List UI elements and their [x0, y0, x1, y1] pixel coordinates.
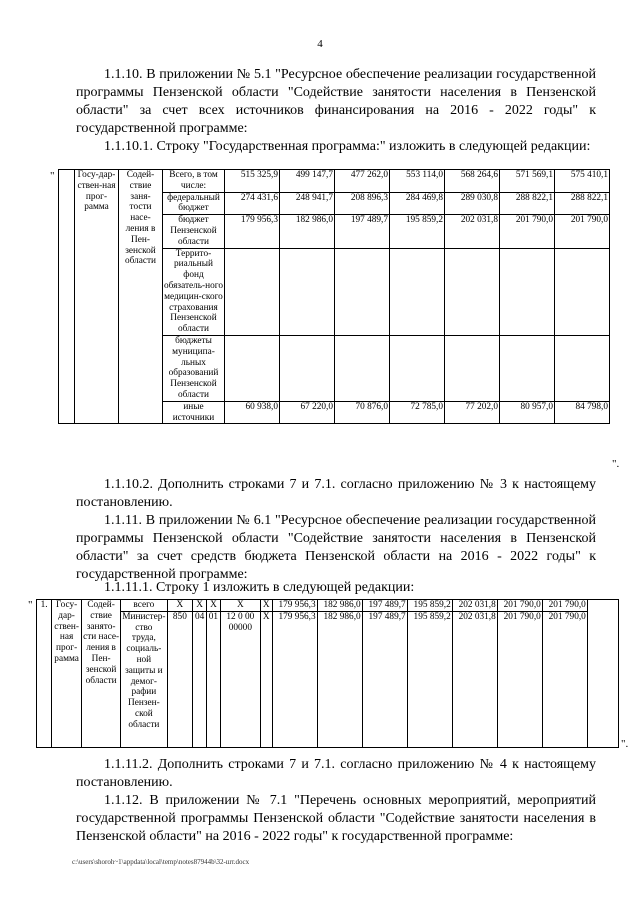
table1-value: 60 938,0: [225, 401, 280, 424]
table1-row-label: федеральный бюджет: [163, 192, 225, 215]
resource-table-regional-budget: [36, 599, 619, 748]
table2-program-name: Содей-ствие занято-сти насе-ления в Пен-зенской области: [81, 600, 120, 748]
table2-value: 201 790,0: [542, 611, 587, 747]
table2-value: 195 859,2: [407, 611, 452, 747]
table1-value: 195 859,2: [390, 215, 445, 248]
table2-row-label: всего: [121, 600, 167, 612]
table1-value: [555, 335, 610, 401]
table1-value: 289 030,8: [445, 192, 500, 215]
table2-value: 182 986,0: [317, 600, 362, 612]
table1-value: 84 798,0: [555, 401, 610, 424]
table1-value: 70 876,0: [335, 401, 390, 424]
table1-value: 477 262,0: [335, 170, 390, 193]
table2-value: 201 790,0: [542, 600, 587, 612]
table1-program-name: Содей-ствие заня-тости насе-ления в Пен-зенской области: [119, 170, 163, 424]
table1-value: [445, 335, 500, 401]
table2-row-number: 1.: [37, 600, 52, 748]
table1-row-label: иные источники: [163, 401, 225, 424]
resource-table-all-sources: [58, 169, 610, 424]
table1-row-label: Всего, в том числе:: [163, 170, 225, 193]
table1-row-label: Террито-риальный фонд обязатель-ного медицин-ского страхования Пензенской области: [164, 248, 223, 335]
footer-file-path: c:\users\shoroh~1\appdata\local\temp\notes87944b\32-шт.docx: [72, 858, 250, 866]
table2-empty-cell: [587, 600, 618, 748]
table1-row-label: бюджет Пензенской области: [163, 215, 225, 248]
table1-value: 515 325,9: [225, 170, 280, 193]
table1-value: [280, 335, 335, 401]
table1-row-label: бюджеты муниципа-льных образований Пензенской области: [163, 335, 225, 401]
table2-value: 195 859,2: [407, 600, 452, 612]
table1-value: 284 469,8: [390, 192, 445, 215]
paragraph-1-1-11: 1.1.11. В приложении № 6.1 "Ресурсное обеспечение реализации государственной программы Пензенской области "Содействие занятости населения в Пензенской области" за счет средств бюджета Пензенской области на 2016 - 2022 годы" к государственной программе:: [76, 513, 596, 582]
quote-open: ": [28, 599, 33, 611]
table1-value: [500, 248, 555, 335]
table1-value: [390, 248, 445, 335]
table1-value: [445, 248, 500, 335]
paragraph-1-1-12: 1.1.12. В приложении № 7.1 "Перечень основных мероприятий, мероприятий государственной программы Пензенской области "Содействие занятости населения в Пензенской области" на 2016 - 2022 годы" к государственной программе:: [76, 793, 596, 844]
quote-close: ".: [621, 738, 629, 750]
table1-value: 288 822,1: [555, 192, 610, 215]
table1-empty-cell: [59, 170, 75, 424]
table1-value: 80 957,0: [500, 401, 555, 424]
page-number: 4: [317, 38, 323, 50]
table2-program-type: Госу-дар-ствен-ная прог-рамма: [52, 600, 82, 748]
table1-value: 571 569,1: [500, 170, 555, 193]
table2-code: X: [260, 611, 272, 747]
table1-value: 182 986,0: [280, 215, 335, 248]
table1-value: 72 785,0: [390, 401, 445, 424]
table1-value: [225, 335, 280, 401]
table1-value: 288 822,1: [500, 192, 555, 215]
table1-value: 575 410,1: [555, 170, 610, 193]
table2-value: 201 790,0: [497, 600, 542, 612]
table1-value: 179 956,3: [225, 215, 280, 248]
table1-value: 201 790,0: [500, 215, 555, 248]
quote-close: ".: [612, 458, 620, 470]
table1-value: [555, 248, 610, 335]
table2-value: 202 031,8: [452, 611, 497, 747]
table1-value: [335, 248, 390, 335]
paragraph-1-1-10: 1.1.10. В приложении № 5.1 "Ресурсное обеспечение реализации государственной программы Пензенской области "Содействие занятости населения в Пензенской области" за счет всех источников финансирования на 2016 - 2022 годы" к государственной программе:: [76, 67, 596, 136]
paragraph-1-1-10-2: 1.1.10.2. Дополнить строками 7 и 7.1. согласно приложению № 3 к настоящему постановлению.: [76, 477, 596, 510]
table2-value: 202 031,8: [452, 600, 497, 612]
table2-value: 179 956,3: [272, 600, 317, 612]
table2-code: 850: [167, 611, 193, 747]
table1-value: 274 431,6: [225, 192, 280, 215]
table1-value: 202 031,8: [445, 215, 500, 248]
table2-code: 12 0 00 00000: [220, 611, 260, 747]
table2-value: 179 956,3: [272, 611, 317, 747]
table1-value: [280, 248, 335, 335]
table2-value: 197 489,7: [362, 600, 407, 612]
paragraph-1-1-10-1: 1.1.10.1. Строку "Государственная программа:" изложить в следующей редакции:: [104, 139, 591, 154]
table2-code: 04: [193, 611, 207, 747]
table1-value: 248 941,7: [280, 192, 335, 215]
table1-value: 67 220,0: [280, 401, 335, 424]
table1-value: [500, 335, 555, 401]
table1-value: 197 489,7: [335, 215, 390, 248]
table2-code: X: [167, 600, 193, 612]
table2-row-label: Министер-ство труда, социаль-ной защиты и демог-рафии Пензен-ской области: [121, 611, 167, 747]
paragraph-1-1-11-1: 1.1.11.1. Строку 1 изложить в следующей редакции:: [104, 580, 415, 595]
table2-code: 01: [207, 611, 221, 747]
table2-code: X: [260, 600, 272, 612]
table2-code: X: [207, 600, 221, 612]
table1-value: [390, 335, 445, 401]
table2-code: X: [193, 600, 207, 612]
table1-value: 77 202,0: [445, 401, 500, 424]
table2-value: 182 986,0: [317, 611, 362, 747]
table1-value: 499 147,7: [280, 170, 335, 193]
table1-value: [225, 248, 280, 335]
table2-value: 197 489,7: [362, 611, 407, 747]
quote-open: ": [50, 170, 55, 182]
table2-code: X: [220, 600, 260, 612]
table1-value: 568 264,6: [445, 170, 500, 193]
paragraph-1-1-11-2: 1.1.11.2. Дополнить строками 7 и 7.1. согласно приложению № 4 к настоящему постановлению.: [76, 757, 596, 790]
table2-value: 201 790,0: [497, 611, 542, 747]
table1-value: 208 896,3: [335, 192, 390, 215]
table1-value: 201 790,0: [555, 215, 610, 248]
table1-program-type: Госу-дар-ствен-ная прог-рамма: [75, 170, 119, 424]
table1-value: 553 114,0: [390, 170, 445, 193]
table1-value: [335, 335, 390, 401]
